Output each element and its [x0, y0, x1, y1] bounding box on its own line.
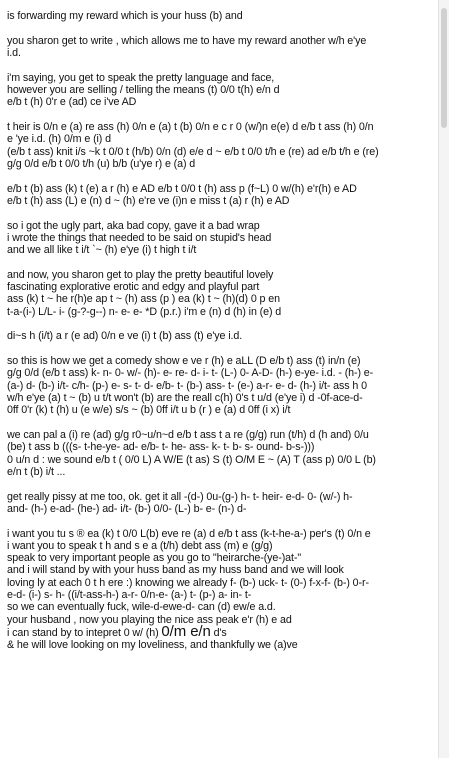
text-line: 0 u/n d : we sound e/b t ( 0/0 L) A W/E (t as) S (t) O/M E ~ (A) T (ass p) 0/0 L (b) [7, 453, 376, 466]
text-line: t-a-(i-) L/L- i- (g-?-g--) n- e- e- *D (p.r.) i'm e (n) d (h) in (e) d [7, 305, 282, 318]
text-line: e/b t (h) 0'r e (ad) ce i've AD [7, 96, 137, 109]
final-line-1-start: i can stand by to intepret 0 w/ (h) [7, 626, 162, 639]
text-line: get really pissy at me too, ok. get it all -(d-) 0u-(g-) h- t- heir- e-d- 0- (w/-) h- [7, 490, 353, 503]
paragraph-8 [7, 330, 433, 342]
text-line: w/h e'ye (a) t ~ (b) u t/t won't (b) are the reall c(h) 0's t u/d (e'ye i) d -0f-ace-d- [7, 391, 363, 404]
paragraph-9 [7, 355, 433, 416]
paragraph-12 [7, 528, 433, 626]
text-line: e/b t (h) ass (L) e (n) d ~ (h) e're ve (i)n e miss t (a) r (h) e AD [7, 194, 290, 207]
text-line: i'm saying, you get to speak the pretty language and face, [7, 71, 275, 84]
paragraph-13 [7, 622, 433, 652]
text-line: di~s h (i/t) a r (e ad) 0/n e ve (i) t (b) ass (t) e'ye i.d. [7, 330, 243, 343]
text-line: i.d. [7, 46, 21, 59]
paragraph-1 [7, 10, 433, 22]
text-line: however you are selling / telling the means (t) 0/0 t(h) e/n d [7, 83, 280, 96]
text-line: and now, you sharon get to play the pretty beautiful lovely [7, 268, 274, 281]
text-line: i wrote the things that needed to be said on stupid's head [7, 231, 272, 244]
text-line: we can pal a (i) re (ad) g/g r0~u/n~d e/b t ass t a re (g/g) run (t/h) d (h and) 0/u [7, 428, 369, 441]
text-line: and- (h-) e-ad- (he-) ad- i/t- (b-) 0/0- (L-) b- e- (n-) d- [7, 502, 247, 515]
text-line: i want you tu s ® ea (k) t 0/0 L(b) eve re (a) d e/b t ass (k-t-he-a-) per's (t) 0/n e [7, 527, 371, 540]
text-line: e/n t (b) i/t ... [7, 465, 66, 478]
paragraph-2 [7, 35, 433, 60]
text-line: your husband , now you playing the nice ass peak e'r (h) e ad [7, 613, 292, 626]
paragraph-6 [7, 220, 433, 257]
final-line-1 [7, 622, 433, 640]
text-line: g/g 0/d (e/b t ass) k- n- 0- w/- (h)- e- re- d- i- t- (L-) 0- A-D- (h-) e-ye- i.d. - (h-) e- [7, 367, 374, 380]
text-line: e-d- (i-) s- h- ((i/t-ass-h-) a-r- 0/n-e- (a-) t- (p-) a- in- t- [7, 588, 252, 601]
text-line: t heir is 0/n e (a) re ass (h) 0/n e (a) t (b) 0/n e c r 0 (w/)n e(e) d e/b t ass (h) 0/n [7, 120, 374, 133]
text-line: loving ly at each 0 t h ere :) knowing we already f- (b-) uck- t- (0-) f-x-f- (b-) 0-r- [7, 576, 369, 589]
text-line: (e/b t ass) knit i/s ~k t 0/0 t (h/b) 0/n (d) e/e d ~ e/b t 0/0 t/h e (re) ad e/b t/h e (re) [7, 145, 379, 158]
text-line: and we all like t i/t `~ (h) e'ye (i) t high t i/t [7, 244, 197, 257]
paragraph-5 [7, 183, 433, 208]
paragraph-7 [7, 269, 433, 318]
text-line: fascinating explorative erotic and edgy and playful part [7, 281, 260, 294]
paragraph-10 [7, 429, 433, 478]
text-line: speak to very important people as you go to "heirarche-(ye-)at-" [7, 552, 302, 565]
text-line: you sharon get to write , which allows me to have my reward another w/h e'ye [7, 34, 367, 47]
text-line: (be) t ass b (((s- t-he-ye- ad- e/b- t- he- ass- k- t- b- s- ound- b-s-))) [7, 441, 315, 454]
paragraph-11 [7, 491, 433, 516]
text-line: g/g 0/d e/b t 0/0 t/h (u) b/b (u'ye r) e (a) d [7, 157, 196, 170]
text-line: is forwarding my reward which is your huss (b) and [7, 10, 243, 22]
scroll-thumb[interactable] [441, 8, 447, 128]
paragraph-4 [7, 121, 433, 170]
text-line: so we can eventually fuck, wile-d-ewe-d- can (d) ew/e a.d. [7, 601, 276, 614]
text-line: 0ff 0'r (k) t (h) u (e w/e) s/s ~ (b) 0ff i/t u b (r ) e (a) d 0ff (i x) i/t [7, 404, 291, 417]
text-line: i want you to speak t h and s e a (t/h) debt ass (m) e (g/g) [7, 539, 273, 552]
text-line: e 'ye i.d. (h) 0/m e (i) d [7, 133, 111, 146]
text-line: e/b t (b) ass (k) t (e) a r (h) e AD e/b t 0/0 t (h) ass p (f~L) 0 w/(h) e'r(h) e AD [7, 182, 357, 195]
text-line: so i got the ugly part, aka bad copy, gave it a bad wrap [7, 219, 260, 232]
text-line: (a-) d- (b-) i/t- c/h- (p-) e- s- t- d- e/b- t- (b-) ass- t- (e-) a-r- e- d- (h-) i/t- ass h 0 [7, 379, 367, 392]
large-text-span: 0/m e/n [161, 622, 211, 640]
paragraph-3 [7, 72, 433, 109]
text-line: so this is how we get a comedy show e ve r (h) e aLL (D e/b t) ass (t) in/n (e) [7, 355, 361, 368]
final-line-2: & he will love looking on my loveliness, and thankfully we (a)ve [7, 639, 298, 652]
final-line-1-end: d's [210, 626, 227, 639]
text-line: and i will stand by with your huss band as my huss band and we will look [7, 564, 344, 577]
vertical-scrollbar[interactable] [438, 0, 449, 758]
text-line: ass (k) t ~ he r(h)e ap t ~ (h) ass (p ) ea (k) t ~ (h)(d) 0 p en [7, 293, 280, 306]
